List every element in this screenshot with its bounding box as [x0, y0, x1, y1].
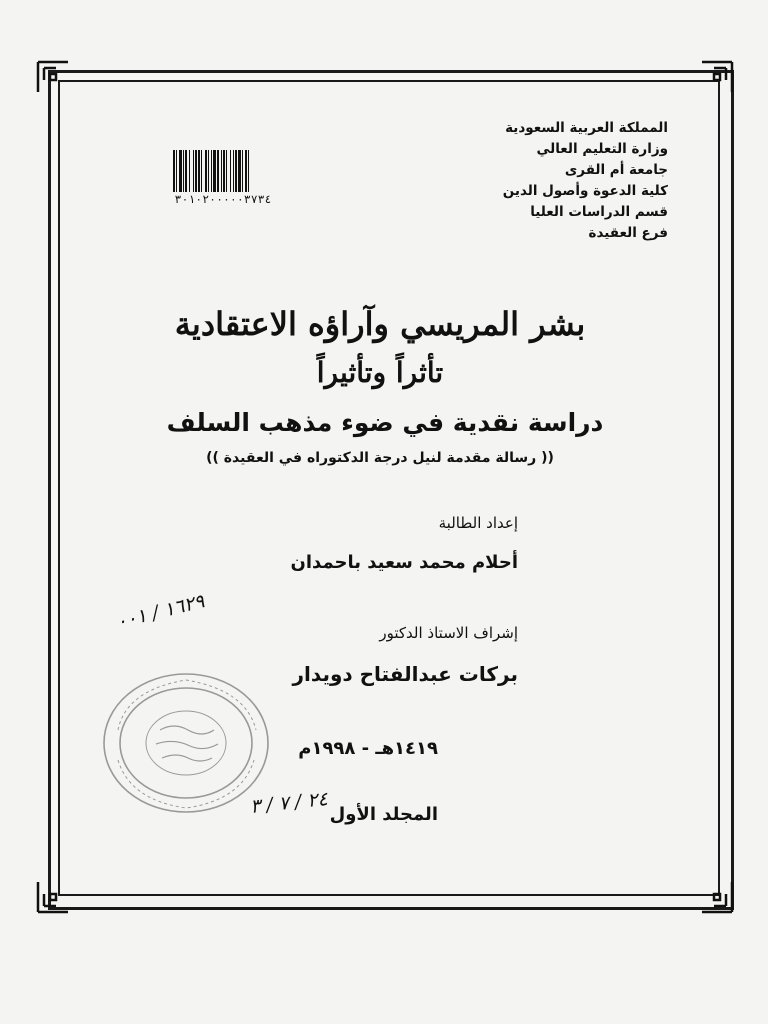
corner-ornament-bottom-right	[700, 880, 734, 914]
thesis-purpose: (( رسالة مقدمة لنيل درجة الدكتوراه في العقيدة ))	[206, 450, 554, 466]
header-line-university: جامعة أم القرى	[564, 162, 668, 178]
thesis-title-sub: تأثراً وتأثيراً	[316, 356, 444, 389]
library-stamp-seal	[100, 670, 272, 816]
barcode-image	[172, 150, 284, 192]
student-label: إعداد الطالبة	[438, 514, 518, 532]
thesis-date: ١٤١٩هـ - ١٩٩٨م	[298, 738, 438, 759]
supervisor-label: إشراف الاستاذ الدكتور	[379, 624, 518, 642]
corner-ornament-top-right	[700, 60, 734, 94]
header-line-country: المملكة العربية السعودية	[505, 120, 668, 136]
institution-header	[438, 118, 668, 244]
corner-ornament-top-left	[36, 60, 70, 94]
header-line-department: قسم الدراسات العليا	[530, 204, 668, 220]
header-line-college: كلية الدعوة وأصول الدين	[502, 183, 668, 199]
corner-ornament-bottom-left	[36, 880, 70, 914]
handwritten-date-note: ٢٤ / ٧ / ٣	[249, 787, 329, 819]
supervisor-name: بركات عبدالفتاح دويدار	[292, 662, 518, 686]
handwritten-accession-number: ١٦٢٩ / ٠٠١	[114, 590, 207, 634]
header-line-ministry: وزارة التعليم العالي	[536, 141, 668, 157]
thesis-title-study: دراسة نقدية في ضوء مذهب السلف	[166, 408, 604, 437]
header-line-branch: فرع العقيدة	[588, 225, 668, 241]
volume-label: المجلد الأول	[329, 804, 438, 825]
barcode-number: ٣٠١٠٢٠٠٠٠٠٣٧٣٤	[174, 192, 272, 206]
student-name: أحلام محمد سعيد باحمدان	[290, 552, 518, 573]
thesis-title-main: بشر المريسي وآراؤه الاعتقادية	[174, 305, 586, 343]
